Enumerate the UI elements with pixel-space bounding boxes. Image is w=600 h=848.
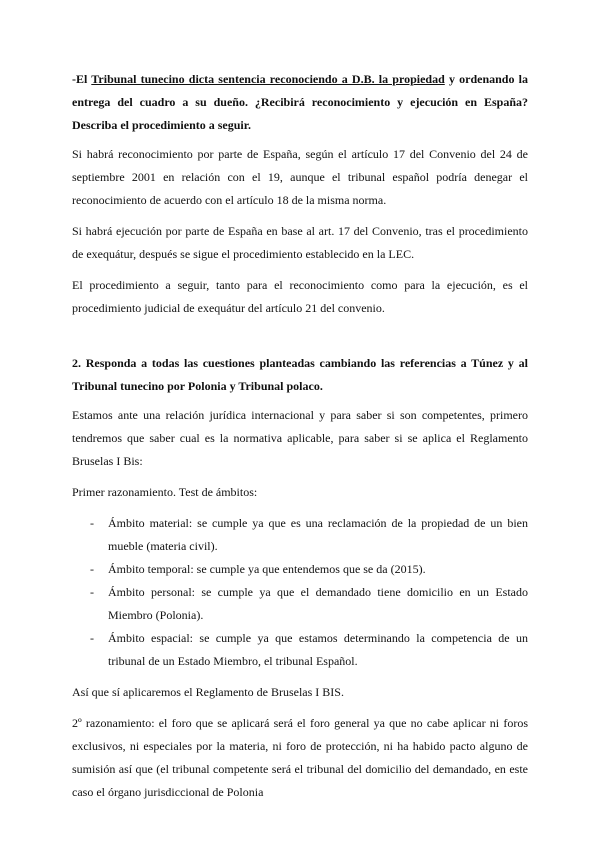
list-item-text: Ámbito espacial: se cumple ya que estamos determinando la competencia de un tribunal de un Estado Miembro, el tribunal Español. [108,631,528,668]
question-1-rest: y ordenando la entrega del cuadro a su dueño. ¿Recibirá reconocimiento y ejecución en España? Describa el procedimiento a seguir. [72,72,528,132]
bullet-dash: - [90,516,94,530]
question-1-underlined: Tribunal tunecino dicta sentencia reconociendo a D.B. la propiedad [91,72,445,86]
bullet-dash: - [90,585,94,599]
scope-test-list [72,512,528,673]
answer-2-conclusion: Así que sí aplicaremos el Reglamento de Bruselas I BIS. [72,685,344,699]
list-item-text: Ámbito temporal: se cumple ya que entendemos que se da (2015). [108,562,426,576]
answer-1-paragraph-2: Si habrá ejecución por parte de España en base al art. 17 del Convenio, tras el procedimiento de exequátur, después se sigue el procedimiento establecido en la LEC. [72,224,528,261]
bullet-dash: - [90,562,94,576]
question-1-prefix: -El [72,72,92,86]
section-spacer [72,328,528,352]
list-item [90,558,528,581]
list-item-text: Ámbito personal: se cumple ya que el demandado tiene domicilio en un Estado Miembro (Polonia). [108,585,528,622]
question-2: 2. Responda a todas las cuestiones planteadas cambiando las referencias a Túnez y al Tribunal tunecino por Polonia y Tribunal polaco. [72,356,528,393]
answer-2-intro: Estamos ante una relación jurídica internacional y para saber si son competentes, primero tendremos que saber cual es la normativa aplicable, para saber si se aplica el Reglamento Bruselas I Bis: [72,408,528,468]
answer-2-first-reasoning: Primer razonamiento. Test de ámbitos: [72,485,258,499]
list-item [90,512,528,558]
list-item [90,627,528,673]
answer-2-second-reasoning: 2º razonamiento: el foro que se aplicará será el foro general ya que no cabe aplicar ni foros exclusivos, ni especiales por la materia, ni foro de protección, ni ha habido pacto alguno de sumisión así que (el tribunal competente será el tribunal del domicilio del demandado, en este caso el órgano jurisdiccional de Polonia [72,716,528,799]
list-item-text: Ámbito material: se cumple ya que es una reclamación de la propiedad de un bien mueble (materia civil). [108,516,528,553]
answer-1-paragraph-1: Si habrá reconocimiento por parte de España, según el artículo 17 del Convenio del 24 de septiembre 2001 en relación con el 19, aunque el tribunal español podría denegar el reconocimiento de acuerdo con el artículo 18 de la misma norma. [72,147,528,207]
bullet-dash: - [90,631,94,645]
question-1 [72,68,528,137]
answer-1-paragraph-3: El procedimiento a seguir, tanto para el reconocimiento como para la ejecución, es el procedimiento judicial de exequátur del artículo 21 del convenio. [72,278,528,315]
list-item [90,581,528,627]
